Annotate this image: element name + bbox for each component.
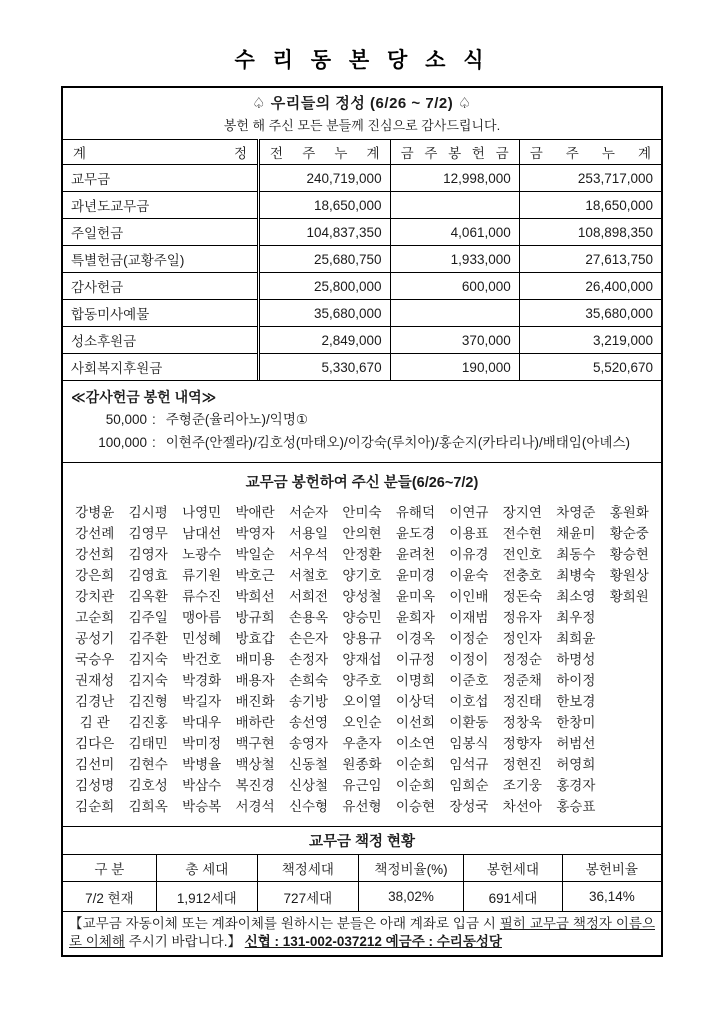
donor-name: 원종화 [342,757,382,772]
offering-week-amount: 1,933,000 [390,246,519,273]
donor-name: 김태민 [128,736,168,751]
donor-empty-cell [603,607,656,628]
donor-name: 김현수 [128,757,168,772]
assessment-offering-households: 691세대 [464,882,563,912]
donor-name: 김순희 [75,799,115,814]
offering-account-label: 합동미사예물 [63,300,259,327]
donor-name: 황순중 [609,526,649,541]
donor-name: 류기원 [182,568,222,583]
donor-name: 김호성 [128,778,168,793]
offering-prev-total: 35,680,000 [259,300,391,327]
donor-name: 강선희 [75,547,115,562]
donor-name: 이순희 [395,778,435,793]
offering-week-amount [390,300,519,327]
donor-name: 안미숙 [342,505,382,520]
donor-name: 손은자 [288,631,329,646]
donor-name: 이준호 [449,673,489,688]
offering-prev-total: 18,650,000 [259,192,391,219]
donor-name: 이용표 [449,526,489,541]
donor-name: 양성철 [342,589,382,604]
donor-name: 이상덕 [395,694,435,709]
offering-row [63,165,661,192]
donor-name: 송기방 [288,694,329,709]
donor-name: 김옥환 [128,589,168,604]
offerings-header-row [63,140,661,165]
donor-name: 김시평 [128,505,168,520]
donor-name: 장지연 [502,505,542,520]
col-header-assessed-households: 책정세대 [257,855,358,882]
offering-week-amount: 4,061,000 [390,219,519,246]
assessment-data-row [63,882,661,912]
donor-name: 최병숙 [556,568,596,583]
thanks-amount: 50,000 [105,412,147,427]
donor-name: 이재범 [449,610,489,625]
donor-name: 조기웅 [502,778,542,793]
bank-account-info: 신협 : 131-002-037212 예금주 : 수리동성당 [244,933,502,949]
donor-name: 정향자 [502,736,542,751]
donor-empty-cell [603,649,656,670]
donor-name: 배미용 [235,652,275,667]
offering-week-total: 26,400,000 [519,273,661,300]
donor-name: 한창미 [556,715,596,730]
donor-name: 박건호 [182,652,222,667]
offering-week-total: 27,613,750 [519,246,661,273]
donor-name: 박길자 [182,694,222,709]
donor-name: 서우석 [288,547,329,562]
donor-name: 양주호 [342,673,382,688]
donor-name: 이환동 [449,715,489,730]
donor-name: 강치관 [75,589,115,604]
donor-name: 최희윤 [556,631,596,646]
donor-name: 양승민 [342,610,382,625]
assessment-total-households: 1,912세대 [156,882,257,912]
donor-name: 이정순 [449,631,489,646]
donor-name: 김경난 [75,694,115,709]
donor-name: 유근임 [342,778,382,793]
col-header-assessed-ratio: 책정비율(%) [358,855,463,882]
donor-name: 강선례 [75,526,115,541]
assessment-category: 7/2 현재 [63,882,156,912]
offering-week-total: 108,898,350 [519,219,661,246]
donor-name: 김주환 [128,631,168,646]
assessment-offering-ratio: 36,14% [562,882,661,912]
donor-name: 나영민 [182,505,222,520]
donor-name: 허범선 [556,736,596,751]
donor-name: 홍경자 [556,778,596,793]
donor-name: 박호근 [235,568,275,583]
col-header-account: 계 정 [63,140,259,165]
donor-name: 김지숙 [128,673,168,688]
offering-week-total: 3,219,000 [519,327,661,354]
donor-empty-cell [603,796,656,817]
donor-name: 최소영 [556,589,596,604]
offering-row [63,354,661,381]
donor-name: 정준채 [502,673,542,688]
donor-name: 유해덕 [395,505,435,520]
donor-name: 허영희 [556,757,596,772]
donor-name: 박경화 [182,673,222,688]
donor-name: 임희순 [449,778,489,793]
thanks-detail-title: ≪감사헌금 봉헌 내역≫ [71,389,217,405]
donor-name: 박대우 [182,715,222,730]
offering-account-label: 성소후원금 [63,327,259,354]
donor-name: 이유경 [449,547,489,562]
col-header-week-offering: 금 주 봉 헌 금 [390,140,519,165]
offering-week-total: 18,650,000 [519,192,661,219]
donor-name: 양용규 [342,631,382,646]
donor-name: 서경석 [235,799,275,814]
donor-name: 김주일 [128,610,168,625]
offering-prev-total: 5,330,670 [259,354,391,381]
donor-name: 채윤미 [556,526,596,541]
donor-name: 신상철 [288,778,329,793]
offering-account-label: 교무금 [63,165,259,192]
donor-empty-cell [603,712,656,733]
donor-name: 오인순 [342,715,382,730]
donor-name: 하이정 [556,673,596,688]
donor-name: 장성국 [449,799,489,814]
offering-week-amount [390,192,519,219]
notice-text-part2: 주시기 바랍니다.】 [124,933,245,949]
donor-name: 노광수 [182,547,222,562]
thanks-item [71,409,653,430]
donor-name: 이인배 [449,589,489,604]
assessment-assessed-ratio: 38,02% [358,882,463,912]
offering-account-label: 과년도교무금 [63,192,259,219]
donor-name: 복진경 [235,778,275,793]
offering-account-label: 감사헌금 [63,273,259,300]
donor-empty-cell [603,733,656,754]
donor-name: 민성혜 [182,631,222,646]
donor-name: 유선형 [342,799,382,814]
donor-name: 정현진 [502,757,542,772]
offering-week-total: 253,717,000 [519,165,661,192]
donor-name: 강은희 [75,568,115,583]
donor-name: 김지숙 [128,652,168,667]
offering-row [63,219,661,246]
offering-week-amount: 190,000 [390,354,519,381]
donor-name: 양기호 [342,568,382,583]
donor-name: 권재성 [75,673,115,688]
thanks-item [71,432,653,453]
donor-name: 오이열 [342,694,382,709]
donor-name: 박미정 [182,736,222,751]
offering-account-label: 주일헌금 [63,219,259,246]
donor-empty-cell [603,754,656,775]
offering-prev-total: 25,800,000 [259,273,391,300]
donor-empty-cell [603,670,656,691]
donor-empty-cell [603,775,656,796]
donor-name: 이선희 [395,715,435,730]
donor-name: 서용일 [288,526,329,541]
donor-name: 정창욱 [502,715,542,730]
assessment-title: 교무금 책정 현황 [63,827,661,855]
donor-name: 전수현 [502,526,542,541]
donor-name: 김영무 [128,526,168,541]
col-header-week-total: 금 주 누 계 [519,140,661,165]
donors-section-title: 교무금 봉헌하여 주신 분들(6/26~7/2) [245,475,479,491]
donor-name: 신수형 [288,799,329,814]
donor-name: 김성명 [75,778,115,793]
transfer-notice-text [69,915,655,950]
donor-name: 방규희 [235,610,275,625]
donor-name: 안의현 [342,526,382,541]
donor-name: 이정이 [449,652,489,667]
offering-week-total: 5,520,670 [519,354,661,381]
donors-section [63,462,661,826]
donor-empty-cell [603,691,656,712]
donor-name: 임석규 [449,757,489,772]
offerings-table [63,139,661,380]
thanks-amount: 100,000 [98,435,147,450]
donor-name: 김영효 [128,568,168,583]
assessment-assessed-households: 727세대 [257,882,358,912]
donor-name: 한보경 [556,694,596,709]
transfer-notice-section [63,911,661,955]
offering-week-total: 35,680,000 [519,300,661,327]
donor-name: 손정자 [288,652,329,667]
donor-name: 손희숙 [288,673,329,688]
offering-row [63,273,661,300]
donor-name: 박승복 [182,799,222,814]
donor-name: 정정순 [502,652,542,667]
donor-name: 김선미 [75,757,115,772]
offering-week-amount: 370,000 [390,327,519,354]
assessment-table [63,855,661,911]
offering-row [63,246,661,273]
donor-name: 하명성 [556,652,596,667]
donor-name: 최우정 [556,610,596,625]
notice-text-part1: 【교무금 자동이체 또는 계좌이체를 원하시는 분들은 아래 계좌로 입금 시 [69,916,500,931]
donor-name: 박애란 [235,505,275,520]
donor-name: 박삼수 [182,778,222,793]
col-header-offering-ratio: 봉헌비율 [562,855,661,882]
donor-name: 국승우 [75,652,115,667]
donor-name: 차선아 [502,799,542,814]
donor-name: 김 관 [79,715,110,730]
assessment-header-row [63,855,661,882]
notice-text-underlined: 필히 교무금 책정자 이름으로 이체해 [69,916,655,949]
donor-name: 이경옥 [395,631,435,646]
donor-name: 고순희 [75,610,115,625]
donor-name: 공성기 [75,631,115,646]
donor-name: 백구현 [235,736,275,751]
offering-header-section [63,88,661,139]
donor-empty-cell [603,628,656,649]
donor-name: 이윤숙 [449,568,489,583]
donor-name: 윤미경 [395,568,435,583]
col-header-category: 구 분 [63,855,156,882]
donor-name: 이승현 [395,799,435,814]
donor-name: 윤도경 [395,526,435,541]
donor-name: 강병윤 [75,505,115,520]
donor-name: 박영자 [235,526,275,541]
donor-name: 양재섭 [342,652,382,667]
thanks-names: 이현주(안젤라)/김호성(마태오)/이강숙(루치아)/홍순지(카타리나)/배태임(아녜스) [165,435,630,450]
donor-name: 정인자 [502,631,542,646]
donor-name: 안정환 [342,547,382,562]
assessment-section [63,826,661,911]
offering-prev-total: 2,849,000 [259,327,391,354]
donor-name: 김진홍 [128,715,168,730]
offering-prev-total: 240,719,000 [259,165,391,192]
bulletin-sheet [61,86,663,957]
offering-week-amount: 12,998,000 [390,165,519,192]
donor-name: 맹아름 [182,610,222,625]
donor-name: 류수진 [182,589,222,604]
col-header-prev-total: 전 주 누 계 [259,140,391,165]
donor-name: 송선영 [288,715,329,730]
donor-name: 배진화 [235,694,275,709]
donor-name: 윤희자 [395,610,435,625]
donor-name: 황희원 [609,589,649,604]
donor-name: 김다은 [75,736,115,751]
donor-name: 황승현 [609,547,649,562]
donor-name: 손용옥 [288,610,329,625]
offering-account-label: 사회복지후원금 [63,354,259,381]
thanks-names: 주형준(율리아노)/익명① [165,412,308,427]
offering-row [63,327,661,354]
offering-week-amount: 600,000 [390,273,519,300]
donor-name: 박희선 [235,589,275,604]
donor-name: 김진형 [128,694,168,709]
colon-separator: : [152,412,156,427]
donor-name: 이연규 [449,505,489,520]
donor-name: 차영준 [556,505,596,520]
donor-name: 서순자 [288,505,329,520]
offering-prev-total: 25,680,750 [259,246,391,273]
col-header-offering-households: 봉헌세대 [464,855,563,882]
donor-name: 이명희 [395,673,435,688]
donor-name: 홍승표 [556,799,596,814]
offering-row [63,300,661,327]
colon-separator: : [152,435,156,450]
donor-name: 송영자 [288,736,329,751]
donor-name: 남대선 [182,526,222,541]
donor-name: 박일순 [235,547,275,562]
donor-name: 박병율 [182,757,222,772]
col-header-total-households: 총 세대 [156,855,257,882]
offering-account-label: 특별헌금(교황주일) [63,246,259,273]
donor-name: 서철호 [288,568,329,583]
donor-name: 전충호 [502,568,542,583]
donor-name: 이호섭 [449,694,489,709]
donor-name: 서희전 [288,589,329,604]
offering-row [63,192,661,219]
donor-name: 홍원화 [609,505,649,520]
donor-name: 김희옥 [128,799,168,814]
offerings-section [63,139,661,380]
donor-name: 배하란 [235,715,275,730]
donor-name: 황원상 [609,568,649,583]
page-title: 수 리 동 본 당 소 식 [234,49,490,72]
donor-name: 백상철 [235,757,275,772]
donor-name: 방효갑 [235,631,275,646]
offering-section-subtitle: 봉헌 해 주신 모든 분들께 진심으로 감사드립니다. [223,118,501,133]
donor-name: 이소연 [395,736,435,751]
offering-prev-total: 104,837,350 [259,219,391,246]
donor-name: 정돈숙 [502,589,542,604]
donor-name: 윤미옥 [395,589,435,604]
donor-name: 정진태 [502,694,542,709]
donor-name: 이규정 [395,652,435,667]
donor-name: 김영자 [128,547,168,562]
donor-name: 윤려천 [395,547,435,562]
offering-section-title: ♤ 우리들의 정성 (6/26 ~ 7/2) ♤ [252,95,472,112]
donor-name: 배용자 [235,673,275,688]
donor-name: 정유자 [502,610,542,625]
donor-name: 신동철 [288,757,329,772]
donor-name: 최동수 [556,547,596,562]
thanks-detail-section [63,380,661,462]
donor-name: 우춘자 [342,736,382,751]
donor-name-grid [63,502,661,817]
donor-name: 임봉식 [449,736,489,751]
donor-name: 전인호 [502,547,542,562]
donor-name: 이순희 [395,757,435,772]
